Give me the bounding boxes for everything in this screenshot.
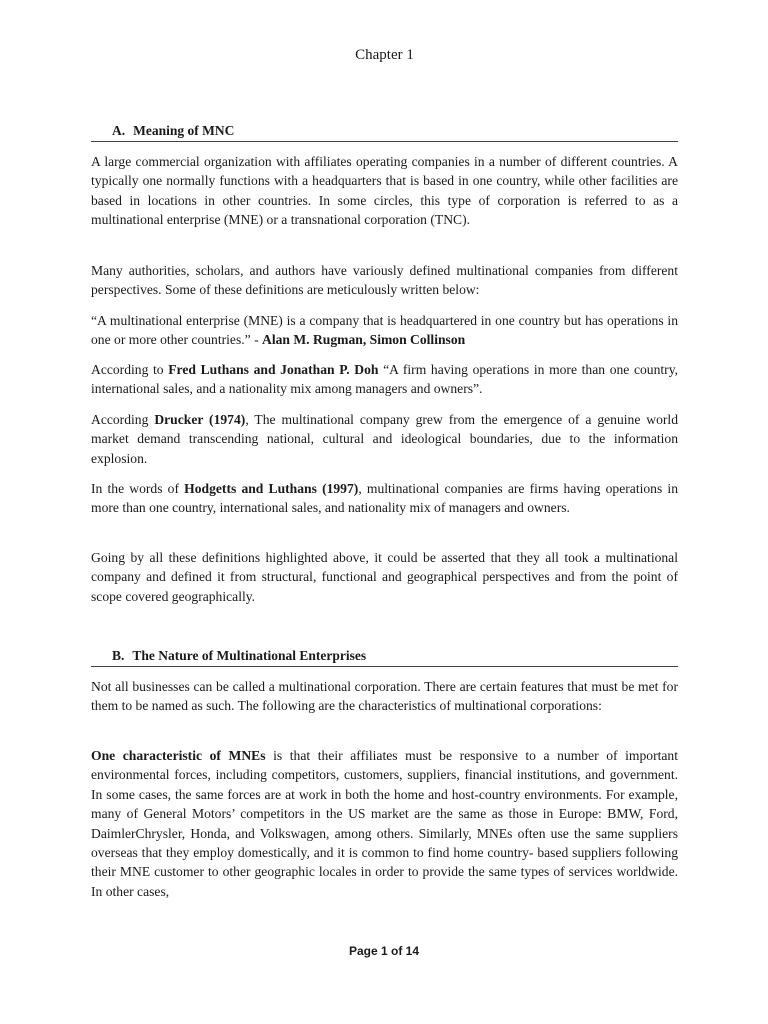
section-a-paragraph-7: Going by all these definitions highlighted above, it could be asserted that they all took a multinational company and defined it from structural, functional and geographical perspectives and from the point of scope covered geographically.: [91, 550, 678, 604]
section-b-title: The Nature of Multinational Enterprises: [132, 648, 367, 663]
p6-post: , multinational companies are firms having operations in more than one country, international sales, and nationality mix of managers and owners.: [91, 481, 679, 516]
section-a-paragraph-4: [91, 360, 678, 399]
section-a-paragraph-1: A large commercial organization with affiliates operating companies in a number of different countries. A typically one normally functions with a headquarters that is based in one country, while other facilities are based in locations in other countries. In some circles, this type of corporation is referred to as a multinational enterprise (MNE) or a transnational corporation (TNC).: [91, 154, 678, 228]
p2-body: is that their affiliates must be responsive to a number of important environmental forces, including competitors, customers, suppliers, financial institutions, and government. In some cases, the same forces are at work in both the home and host-country environments. For example, many of General Motors’ competitors in the US market are the same as those in Europe: BMW, Ford, DaimlerChrysler, Honda, and Volkswagen, among others. Similarly, MNEs often use the same suppliers overseas that they employ domestically, and it is common to find home country- based suppliers following their MNE customer to other geographic locales in order to provide the same types of services worldwide. In other cases,: [91, 748, 678, 899]
p2-lead: One characteristic of MNEs: [91, 748, 266, 763]
section-a-paragraph-2: Many authorities, scholars, and authors have variously defined multinational companies from different perspectives. Some of these definitions are meticulously written below:: [91, 263, 678, 298]
section-a-title: Meaning of MNC: [133, 123, 235, 138]
p5-post: , The multinational company grew from the emergence of a genuine world market demand transcending national, cultural and ideological boundaries, due to the information explosion.: [91, 412, 679, 466]
chapter-title: Chapter 1: [355, 47, 414, 63]
quote-author: Alan M. Rugman, Simon Collinson: [262, 332, 466, 348]
page-number-footer: Page 1 of 14: [348, 944, 420, 958]
p4-pre: According to: [91, 362, 169, 377]
section-b-paragraph-2: [91, 746, 678, 901]
p6-authors: Hodgetts and Luthans (1997): [184, 481, 359, 496]
p4-post: “A firm having operations in more than one country, international sales, and a nationality mix among managers and owners”.: [91, 362, 679, 397]
section-a-paragraph-6: [91, 479, 678, 518]
section-b-paragraph-1: Not all businesses can be called a multinational corporation. There are certain features that must be met for them to be named as such. The following are the characteristics of multinational corporations:: [91, 679, 678, 714]
p6-pre: In the words of: [91, 481, 185, 496]
section-b-label: B.: [112, 648, 125, 663]
quote-text: “A multinational enterprise (MNE) is a company that is headquartered in one country but has operations in one or more other countries.” -: [91, 313, 678, 348]
section-a-label: A.: [112, 123, 126, 138]
section-b-heading: [91, 648, 678, 667]
section-a-heading: [91, 123, 678, 142]
p4-authors: Fred Luthans and Jonathan P. Doh: [168, 362, 379, 377]
p5-pre: According: [91, 412, 155, 427]
p5-author: Drucker (1974): [154, 412, 246, 427]
section-a-paragraph-5: [91, 410, 678, 468]
section-a-paragraph-3: [91, 311, 678, 350]
